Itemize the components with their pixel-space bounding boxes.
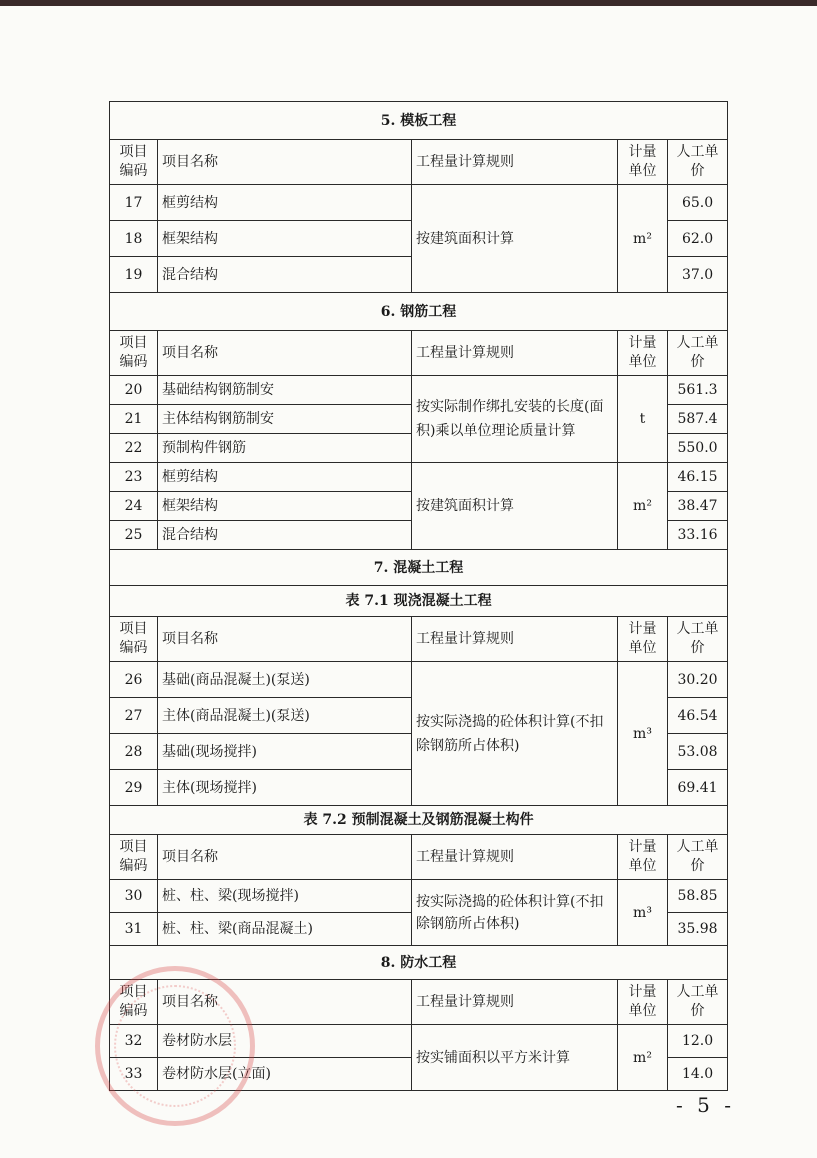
header-rule: 工程量计算规则 — [412, 140, 618, 185]
row-name: 主体(商品混凝土)(泵送) — [158, 698, 412, 734]
row-name: 主体结构钢筋制安 — [158, 405, 412, 434]
row-name: 框剪结构 — [158, 463, 412, 492]
row-rule: 按实际浇捣的砼体积计算(不扣除钢筋所占体积) — [412, 880, 618, 946]
row-num: 19 — [110, 257, 158, 293]
row-price: 37.0 — [668, 257, 728, 293]
row-num: 25 — [110, 521, 158, 550]
row-name: 桩、柱、梁(商品混凝土) — [158, 913, 412, 946]
row-name: 桩、柱、梁(现场搅拌) — [158, 880, 412, 913]
row-num: 18 — [110, 221, 158, 257]
header-price: 人工单价 — [668, 331, 728, 376]
header-row — [110, 331, 728, 376]
row-num: 27 — [110, 698, 158, 734]
section-8-title-row — [110, 946, 728, 980]
row-price: 561.3 — [668, 376, 728, 405]
row-price: 58.85 — [668, 880, 728, 913]
row-price: 587.4 — [668, 405, 728, 434]
row-rule: 按建筑面积计算 — [412, 185, 618, 293]
header-num: 项目编码 — [110, 140, 158, 185]
row-num: 21 — [110, 405, 158, 434]
row-unit: m² — [618, 1025, 668, 1091]
row-price: 35.98 — [668, 913, 728, 946]
subtable-title: 表 7.2 预制混凝土及钢筋混凝土构件 — [110, 806, 728, 835]
table-row — [110, 880, 728, 913]
header-unit: 计量单位 — [618, 835, 668, 880]
row-rule: 按实铺面积以平方米计算 — [412, 1025, 618, 1091]
header-name: 项目名称 — [158, 980, 412, 1025]
header-name: 项目名称 — [158, 331, 412, 376]
header-price: 人工单价 — [668, 617, 728, 662]
row-num: 28 — [110, 734, 158, 770]
header-rule: 工程量计算规则 — [412, 835, 618, 880]
row-num: 30 — [110, 880, 158, 913]
header-name: 项目名称 — [158, 835, 412, 880]
row-price: 33.16 — [668, 521, 728, 550]
row-name: 预制构件钢筋 — [158, 434, 412, 463]
row-unit: m³ — [618, 880, 668, 946]
row-num: 24 — [110, 492, 158, 521]
table-7-1-title-row — [110, 586, 728, 617]
row-price: 62.0 — [668, 221, 728, 257]
row-name: 基础(商品混凝土)(泵送) — [158, 662, 412, 698]
table-7-2-title-row — [110, 806, 728, 835]
row-name: 基础(现场搅拌) — [158, 734, 412, 770]
section-title: 6. 钢筋工程 — [110, 293, 728, 331]
row-num: 22 — [110, 434, 158, 463]
row-name: 框架结构 — [158, 221, 412, 257]
row-name: 卷材防水层(立面) — [158, 1058, 412, 1091]
header-name: 项目名称 — [158, 617, 412, 662]
header-unit: 计量单位 — [618, 617, 668, 662]
row-name: 主体(现场搅拌) — [158, 770, 412, 806]
row-num: 29 — [110, 770, 158, 806]
row-rule: 按建筑面积计算 — [412, 463, 618, 550]
row-price: 69.41 — [668, 770, 728, 806]
row-rule: 按实际制作绑扎安装的长度(面积)乘以单位理论质量计算 — [412, 376, 618, 463]
row-unit: m³ — [618, 662, 668, 806]
header-num: 项目编码 — [110, 617, 158, 662]
row-price: 46.15 — [668, 463, 728, 492]
row-unit: m² — [618, 185, 668, 293]
header-rule: 工程量计算规则 — [412, 617, 618, 662]
row-unit: t — [618, 376, 668, 463]
header-unit: 计量单位 — [618, 140, 668, 185]
header-name: 项目名称 — [158, 140, 412, 185]
header-rule: 工程量计算规则 — [412, 331, 618, 376]
row-num: 32 — [110, 1025, 158, 1058]
header-row — [110, 980, 728, 1025]
section-title: 7. 混凝土工程 — [110, 550, 728, 586]
header-price: 人工单价 — [668, 835, 728, 880]
header-unit: 计量单位 — [618, 980, 668, 1025]
row-price: 65.0 — [668, 185, 728, 221]
labor-price-table — [109, 101, 728, 1091]
row-rule: 按实际浇捣的砼体积计算(不扣除钢筋所占体积) — [412, 662, 618, 806]
header-price: 人工单价 — [668, 980, 728, 1025]
row-unit: m² — [618, 463, 668, 550]
table-row — [110, 1025, 728, 1058]
header-row — [110, 617, 728, 662]
row-num: 31 — [110, 913, 158, 946]
row-price: 38.47 — [668, 492, 728, 521]
row-name: 混合结构 — [158, 257, 412, 293]
table-row — [110, 185, 728, 221]
row-num: 33 — [110, 1058, 158, 1091]
table-row — [110, 376, 728, 405]
table-row — [110, 662, 728, 698]
section-6-title-row — [110, 293, 728, 331]
row-num: 23 — [110, 463, 158, 492]
row-name: 卷材防水层 — [158, 1025, 412, 1058]
header-num: 项目编码 — [110, 331, 158, 376]
table-row — [110, 463, 728, 492]
row-price: 12.0 — [668, 1025, 728, 1058]
page-number: - 5 - — [676, 1093, 735, 1117]
subtable-title: 表 7.1 现浇混凝土工程 — [110, 586, 728, 617]
header-price: 人工单价 — [668, 140, 728, 185]
row-name: 混合结构 — [158, 521, 412, 550]
row-name: 框剪结构 — [158, 185, 412, 221]
row-price: 53.08 — [668, 734, 728, 770]
header-rule: 工程量计算规则 — [412, 980, 618, 1025]
section-7-title-row — [110, 550, 728, 586]
section-title: 8. 防水工程 — [110, 946, 728, 980]
row-name: 框架结构 — [158, 492, 412, 521]
header-row — [110, 835, 728, 880]
row-num: 20 — [110, 376, 158, 405]
section-title: 5. 模板工程 — [110, 102, 728, 140]
scan-top-edge — [0, 0, 817, 6]
header-num: 项目编码 — [110, 980, 158, 1025]
header-row — [110, 140, 728, 185]
section-5-title-row — [110, 102, 728, 140]
row-num: 26 — [110, 662, 158, 698]
row-num: 17 — [110, 185, 158, 221]
row-price: 14.0 — [668, 1058, 728, 1091]
row-price: 550.0 — [668, 434, 728, 463]
row-name: 基础结构钢筋制安 — [158, 376, 412, 405]
header-num: 项目编码 — [110, 835, 158, 880]
row-price: 46.54 — [668, 698, 728, 734]
header-unit: 计量单位 — [618, 331, 668, 376]
row-price: 30.20 — [668, 662, 728, 698]
